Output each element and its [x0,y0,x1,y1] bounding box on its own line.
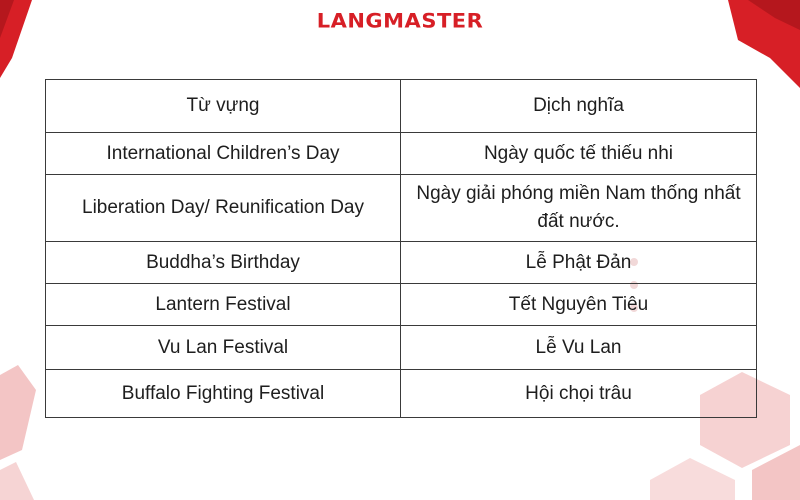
table-header-row [46,80,757,133]
table-cell: Ngày giải phóng miền Nam thống nhất đất nước. [401,175,757,242]
table-cell: Tết Nguyên Tiêu [401,284,757,326]
table-cell: Buffalo Fighting Festival [46,370,401,418]
table-cell: Liberation Day/ Reunification Day [46,175,401,242]
vocabulary-table [45,79,757,418]
table-cell: Hội chọi trâu [401,370,757,418]
table-row [46,370,757,418]
hexagon-shape-bottom-left-2 [0,462,34,500]
table-cell: Ngày quốc tế thiếu nhi [401,133,757,175]
table-row [46,326,757,370]
header-cell-vocabulary: Từ vựng [46,80,401,133]
hexagon-shape-bottom-left [0,365,36,460]
table-row [46,175,757,242]
header-cell-translation: Dịch nghĩa [401,80,757,133]
table-row [46,284,757,326]
table-cell: Vu Lan Festival [46,326,401,370]
table-cell: Lantern Festival [46,284,401,326]
table-cell: Buddha’s Birthday [46,242,401,284]
table-row [46,133,757,175]
table-cell: Lễ Phật Đản [401,242,757,284]
table-cell: International Children’s Day [46,133,401,175]
table-row [46,242,757,284]
hexagon-shape-bottom-right-2 [650,458,735,500]
table-cell: Lễ Vu Lan [401,326,757,370]
brand-logo: LANGMASTER [316,9,484,33]
